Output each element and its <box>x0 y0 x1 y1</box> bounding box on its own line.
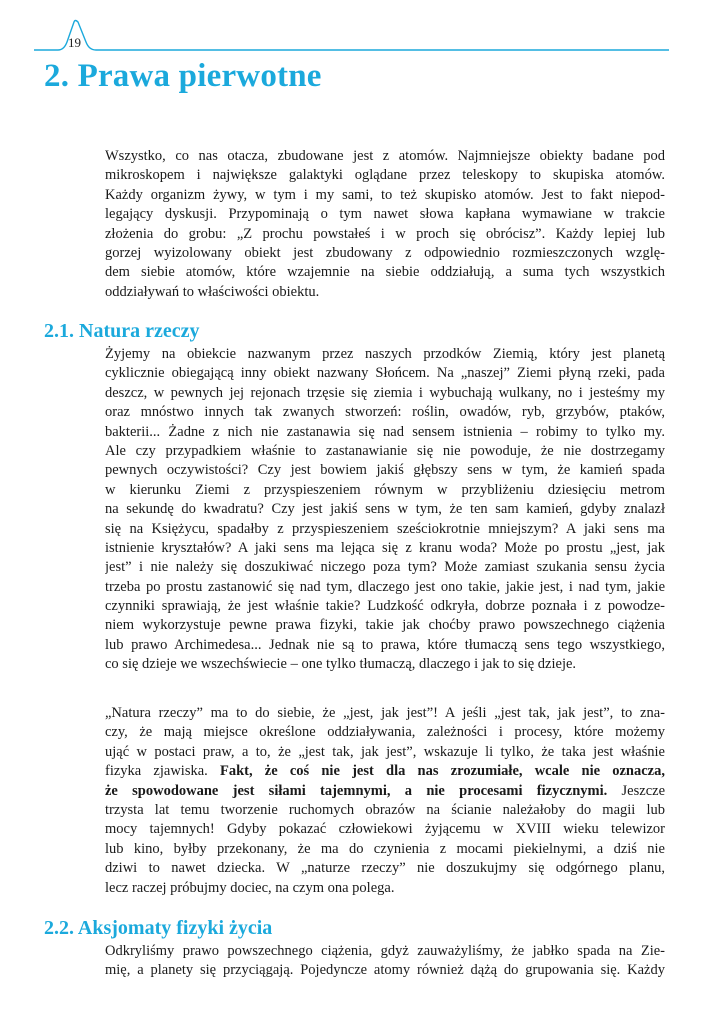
paragraph-line: pewnych oczywistości? Czy jest bowiem jakiś głębszy sens w tym, że kamień spada <box>105 462 665 479</box>
paragraph-line: lub prawo Archimedesa... Jednak nie są to prawa, które tłumaczą sens tego wszystkiego, <box>105 636 665 653</box>
emphasis-text: że spowodowane jest siłami tajemnymi, a nie procesami fizycznymi. <box>105 782 608 799</box>
section-heading-natura-rzeczy: 2.1. Natura rzeczy <box>44 320 200 342</box>
paragraph-line: istnienie kryształów? A jaki sens ma lejąca się z kranu woda? Może po prostu „jest, jak <box>105 539 665 556</box>
paragraph-line: czynniki sprawiają, że jest właśnie takie? Ludzkość odkryła, dobrze poznała i z powodze- <box>105 598 665 615</box>
plain-text: Jeszcze <box>607 782 665 799</box>
paragraph-line: jest” i nie należy się doszukiwać niczego poza tym? Może zamiast szukania sensu życia <box>105 559 665 576</box>
paragraph-line: dziwi to nawet dziecka. W „naturze rzeczy” nie doszukujmy się odgórnego planu, <box>105 860 665 877</box>
section-1-paragraph-1 <box>105 345 665 675</box>
paragraph-line <box>105 782 665 801</box>
paragraph-line: Ale czy przypadkiem właśnie to zastanawianie się nie powoduje, że nie dostrzegamy <box>105 442 665 459</box>
paragraph-line: w kierunku Ziemi z przyspieszeniem równym w przybliżeniu dziesięciu metrom <box>105 481 665 498</box>
intro-line: Wszystko, co nas otacza, zbudowane jest z atomów. Najmniejsze obiekty badane pod <box>105 148 665 164</box>
paragraph-line <box>105 762 665 781</box>
intro-line: legający dyskusji. Przypominają o tym nawet słowa kapłana wymawiane w trakcie <box>105 206 665 223</box>
paragraph-line: czy, że mają miejsce określone oddziaływania, zależności i procesy, które możemy <box>105 724 665 741</box>
paragraph-line: trzeba po prostu zastanowić się nad tym, dlaczego jest ono takie, jakie jest, i nad tym, jakie <box>105 578 665 595</box>
section-2-paragraph-1 <box>105 942 665 981</box>
paragraph-line: Żyjemy na obiekcie nazwanym przez naszych przodków Ziemią, który jest planetą <box>105 346 665 362</box>
paragraph-line: cyklicznie obiegającą inny obiekt nazwany Słońcem. Na „naszej” Ziemi płyną rzeki, pada <box>105 365 665 382</box>
chapter-title: 2. Prawa pierwotne <box>44 58 322 94</box>
paragraph-line: lub kino, byłby przekonany, że ma do czynienia z mocami piekielnymi, a dziś nie <box>105 840 665 857</box>
section-1-paragraph-2 <box>105 704 665 898</box>
section-heading-aksjomaty: 2.2. Aksjomaty fizyki życia <box>44 917 273 939</box>
paragraph-line: oraz mnóstwo innych tak zwanych stworzeń: roślin, owadów, ryb, grzybów, ptaków, <box>105 404 665 421</box>
intro-line: oddziaływań to właściwości obiektu. <box>105 283 320 300</box>
paragraph-line: mocy tajemnych! Gdyby pokazać człowiekowi żyjącemu w XVIII wieku telewizor <box>105 821 665 838</box>
paragraph-line: lecz raczej próbujmy dociec, na czym ona polega. <box>105 879 395 896</box>
paragraph-line: ująć w postaci praw, a to, że „jest tak, jak jest”, wskazuje li tylko, że taka jest właśnie <box>105 743 665 760</box>
paragraph-line: deszcz, w pewnych jej rejonach trzęsie się ziemia i wybuchają wulkany, no i jesteśmy my <box>105 384 665 401</box>
paragraph-line: „Natura rzeczy” ma to do siebie, że „jest, jak jest”! A jeśli „jest tak, jak jest”, to zna- <box>105 705 665 721</box>
paragraph-line: trzysta lat temu tworzenie ruchomych obrazów na ścianie należałoby do magii lub <box>105 801 665 818</box>
intro-line: Każdy organizm żywy, w tym i my sami, to też skupisko atomów. Jest to fakt niepod- <box>105 186 665 203</box>
paragraph-line: się na Księżycu, spadałby z przyspieszeniem sześciokrotnie mniejszym? A jaki sens ma <box>105 520 665 537</box>
plain-text: fizyka zjawiska. <box>105 763 220 780</box>
intro-line: dem siebie atomów, które wzajemnie na siebie oddziałują, a suma tych wszystkich <box>105 264 665 281</box>
intro-line: złożenia do grobu: „Z prochu powstałeś i w proch się obrócisz”. Każdy lepiej lub <box>105 225 665 242</box>
intro-line: mikroskopem i największe galaktyki oglądane przez teleskopy to skupiska atomów. <box>105 167 665 184</box>
paragraph-line: na sekundę do kwadratu? Czy jest jakiś sens w tym, że ten sam kamień, gdyby znalazł <box>105 501 665 518</box>
page-number: 19 <box>68 35 81 50</box>
intro-paragraph <box>105 147 665 302</box>
paragraph-line: niem wykorzystuje pewne prawa fizyki, takie jak choćby prawo powszechnego ciążenia <box>105 617 665 634</box>
emphasis-text: Fakt, że coś nie jest dla nas zrozumiałe, wcale nie oznacza, <box>219 763 665 780</box>
paragraph-line: bakterii... Żadne z nich nie zastanawia się nad sensem istnienia – robimy to tylko my. <box>105 423 665 440</box>
paragraph-line: Odkryliśmy prawo powszechnego ciążenia, gdyż zauważyliśmy, że jabłko spada na Zie- <box>105 943 665 959</box>
paragraph-line: mię, a planety się przyciągają. Pojedyncze atomy również dążą do grupowania się. Każdy <box>105 962 665 979</box>
intro-line: gorzej wyizolowany obiekt jest zbudowany z odpowiednio rozmieszczonych wzglę- <box>105 244 665 261</box>
header-rule <box>34 16 669 56</box>
paragraph-line: co się dzieje we wszechświecie – one tylko tłumaczą, dlaczego i jak to się dzieje. <box>105 656 577 673</box>
